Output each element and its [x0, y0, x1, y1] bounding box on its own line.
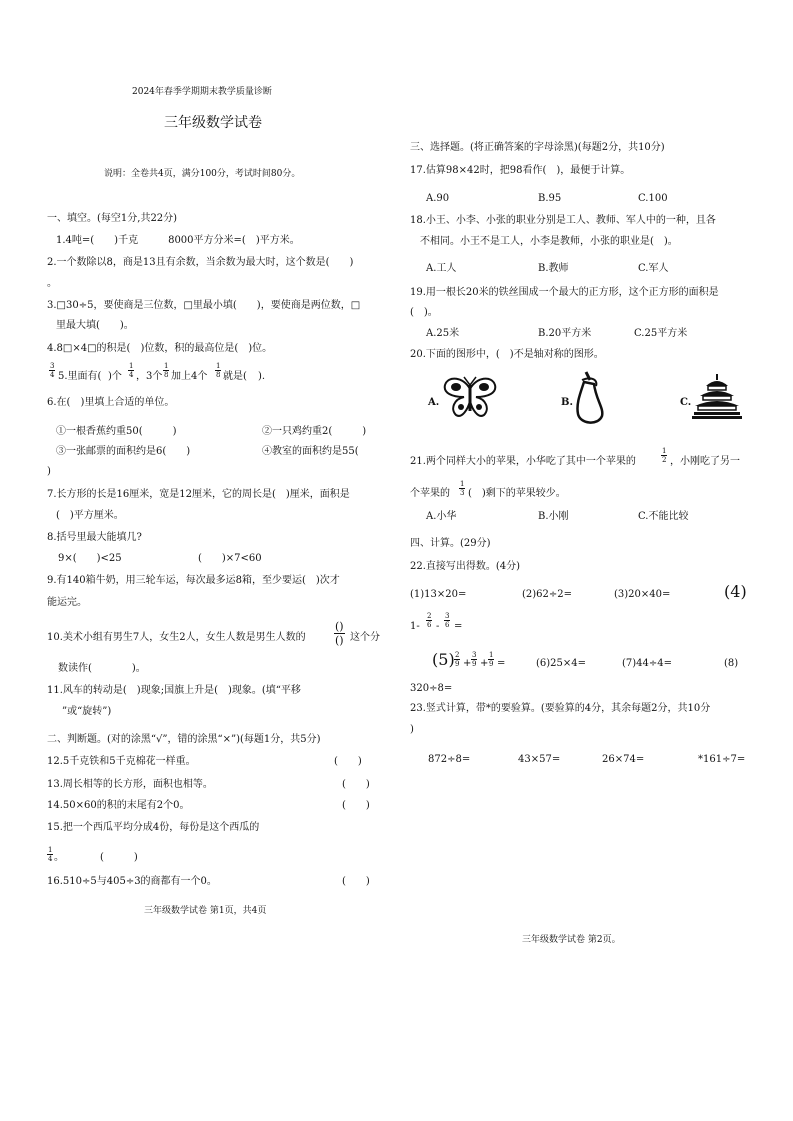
question-5-d: 加上4个	[171, 371, 208, 382]
q20-label-b: B.	[561, 397, 573, 408]
q17-option-c: C.100	[638, 193, 668, 204]
question-5-a: 5.里面有(	[58, 371, 102, 382]
q5-fraction-1-8-b: $\frac{1}{8}$	[216, 362, 221, 379]
section-4-heading: 四、计算。(29分)	[410, 538, 491, 549]
question-21-line2: 个苹果的	[410, 488, 450, 499]
question-16: 16.510÷5与405÷3的商都有一个0。	[47, 876, 217, 887]
question-7-line2: ( )平方厘米。	[56, 510, 124, 521]
q22-item-4-minus: -	[436, 621, 440, 632]
q18-option-b: B.教师	[538, 263, 569, 274]
page1-footer: 三年级数学试卷 第1页，共4页	[144, 906, 267, 916]
question-11-line1: 11.风车的转动是( )现象;国旗上升是( )现象。(填“平移	[47, 685, 301, 696]
q22-item-4-number: (4)	[724, 582, 747, 601]
q22-5-fraction-1-9: $\frac{1}{9}$	[489, 651, 494, 668]
q22-item-4-equals: =	[454, 621, 463, 632]
q22-item-7: (7)44÷4=	[622, 658, 673, 669]
q10-blank-fraction: () ()	[335, 620, 344, 647]
q22-4-fraction-2-6: $\frac{2}{6}$	[427, 612, 432, 629]
q21-fraction-1-3: $\frac{1}{3}$	[460, 480, 465, 497]
question-2-end: 。	[47, 278, 57, 289]
question-16-answer: ( )	[342, 876, 370, 887]
butterfly-icon	[442, 375, 498, 419]
question-19-line1: 19.用一根长20米的铁丝围成一个最大的正方形，这个正方形的面积是	[410, 287, 719, 298]
question-14-answer: ( )	[342, 800, 370, 811]
question-5-f: ).	[258, 371, 266, 382]
question-6-item-4: ④教室的面积约是55(	[262, 446, 359, 457]
q22-item-5-plus-1: +	[463, 658, 472, 669]
q19-option-a: A.25米	[426, 328, 460, 339]
q21-option-a: A.小华	[426, 511, 457, 522]
exam-header: 2024年春季学期期末教学质量诊断	[132, 87, 272, 97]
q22-item-8-label: (8)	[724, 658, 739, 669]
question-19-line2: ( )。	[410, 307, 438, 318]
question-21-line1: 21.两个同样大小的苹果，小华吃了其中一个苹果的	[410, 456, 636, 467]
section-3-heading: 三、选择题。(将正确答案的字母涂黑)(每题2分，共10分)	[410, 142, 665, 153]
q22-4-fraction-3-6: $\frac{3}{6}$	[445, 612, 450, 629]
question-6-item-2: ②一只鸡约重2( )	[262, 426, 367, 437]
q23-item-3: 26×74=	[602, 754, 645, 765]
q18-option-c: C.军人	[638, 263, 669, 274]
q22-item-5-number: (5)	[432, 650, 455, 669]
question-7-line1: 7.长方形的长是16厘米，宽是12厘米，它的周长是( )厘米，面积是	[47, 489, 350, 500]
question-15-dot: 。	[54, 852, 64, 863]
page-title: 三年级数学试卷	[164, 115, 262, 131]
question-15: 15.把一个西瓜平均分成4份，每份是这个西瓜的	[47, 822, 260, 833]
question-4: 4.8□×4□的积是( )位数，积的最高位是( )位。	[47, 343, 273, 354]
section-2-heading: 二、判断题。(对的涂黑“√”，错的涂黑“×”)(每题1分，共5分)	[47, 734, 321, 745]
q23-item-2: 43×57=	[518, 754, 561, 765]
q23-item-4: *161÷7=	[698, 754, 746, 765]
q19-option-c: C.25平方米	[634, 328, 688, 339]
question-23-line2: )	[410, 724, 414, 735]
question-10-line2: 数读作( )。	[58, 663, 146, 674]
question-12: 12.5千克铁和5千克棉花一样重。	[47, 756, 196, 767]
q5-fraction-3-4: $\frac{3}{4}$	[50, 362, 55, 379]
question-2: 2.一个数除以8，商是13且有余数，当余数为最大时，这个数是( )	[47, 257, 354, 268]
question-6-item-4-close: )	[47, 466, 51, 477]
question-9-line2: 能运完。	[47, 597, 87, 608]
question-8: 8.括号里最大能填几?	[47, 532, 142, 543]
q19-option-b: B.20平方米	[538, 328, 592, 339]
q15-fraction-1-4: $\frac{1}{4}$	[48, 846, 53, 863]
question-14: 14.50×60的积的末尾有2个0。	[47, 800, 190, 811]
q22-item-5-plus-2: +	[480, 658, 489, 669]
question-20: 20.下面的图形中，( )不是轴对称的图形。	[410, 349, 604, 360]
q20-label-c: C.	[680, 397, 692, 408]
q22-item-2: (2)62÷2=	[522, 589, 573, 600]
q22-item-3: (3)20×40=	[614, 589, 671, 600]
question-5-b: )个	[108, 371, 122, 382]
q22-item-8-expr: 320÷8=	[410, 683, 453, 694]
q21-fraction-1-2: $\frac{1}{2}$	[662, 447, 667, 464]
section-1-heading: 一、填空。(每空1分,共22分)	[47, 213, 178, 224]
page2-footer: 三年级数学试卷 第2页。	[522, 935, 621, 945]
question-22: 22.直接写出得数。(4分)	[410, 561, 521, 572]
q22-item-5-equals: =	[497, 658, 506, 669]
question-6-item-1: ①一根香蕉约重50( )	[56, 426, 177, 437]
question-12-answer: ( )	[334, 756, 362, 767]
q22-item-1: (1)13×20=	[410, 589, 467, 600]
q22-item-6: (6)25×4=	[536, 658, 587, 669]
q21-option-c: C.不能比较	[638, 511, 689, 522]
q22-5-fraction-2-9: $\frac{2}{9}$	[455, 651, 460, 668]
q5-fraction-1-4: $\frac{1}{4}$	[129, 362, 134, 379]
question-18-line1: 18.小王、小李、小张的职业分别是工人、教师、军人中的一种，且各	[410, 215, 716, 226]
question-15-answer: ( )	[100, 852, 138, 863]
q20-label-a: A.	[428, 397, 440, 408]
q17-option-a: A.90	[426, 193, 450, 204]
q18-option-a: A.工人	[426, 263, 457, 274]
question-13: 13.周长相等的长方形，面积也相等。	[47, 779, 213, 790]
question-17: 17.估算98×42时，把98看作( )，最便于计算。	[410, 165, 631, 176]
question-9-line1: 9.有140箱牛奶，用三轮车运，每次最多运8箱，至少要运( )次才	[47, 575, 340, 586]
q22-5-fraction-3-9: $\frac{3}{9}$	[472, 651, 477, 668]
question-5-c: ，3个	[136, 371, 163, 382]
question-8-b: ( )×7<60	[198, 553, 262, 564]
q17-option-b: B.95	[538, 193, 562, 204]
q22-item-4-expr-start: 1-	[410, 621, 420, 632]
question-13-answer: ( )	[342, 779, 370, 790]
question-6: 6.在( )里填上合适的单位。	[47, 397, 175, 408]
question-23-line1: 23.竖式计算，带*的要验算。(要验算的4分，其余每题2分，共10分	[410, 703, 711, 714]
question-11-line2: ”或“旋转”)	[62, 706, 112, 717]
question-10-line1: 10.美术小组有男生7人，女生2人，女生人数是男生人数的	[47, 632, 306, 643]
question-3-line2: 里最大填( )。	[56, 320, 134, 331]
instructions: 说明：全卷共4页，满分100分，考试时间80分。	[104, 169, 301, 179]
question-1: 1.4吨=( )千克 8000平方分米=( )平方米。	[56, 235, 300, 246]
question-18-line2: 不相同。小王不是工人，小李是教师，小张的职业是( )。	[420, 236, 678, 247]
eggplant-icon	[572, 370, 606, 426]
q5-fraction-1-8-a: $\frac{1}{8}$	[164, 362, 169, 379]
question-21-line2-tail: ( )剩下的苹果较少。	[468, 488, 566, 499]
question-3-line1: 3.□30÷5，要使商是三位数，□里最小填( )，要使商是两位数，□	[47, 300, 361, 311]
q23-item-1: 872÷8=	[428, 754, 471, 765]
q21-option-b: B.小刚	[538, 511, 569, 522]
question-10-tail: 这个分	[350, 632, 380, 643]
question-21-line1-tail: ，小刚吃了另一	[670, 456, 740, 467]
question-5-e: 就是(	[223, 371, 247, 382]
temple-icon	[692, 374, 742, 420]
question-6-item-3: ③一张邮票的面积约是6( )	[56, 446, 191, 457]
question-8-a: 9×( )<25	[58, 553, 122, 564]
